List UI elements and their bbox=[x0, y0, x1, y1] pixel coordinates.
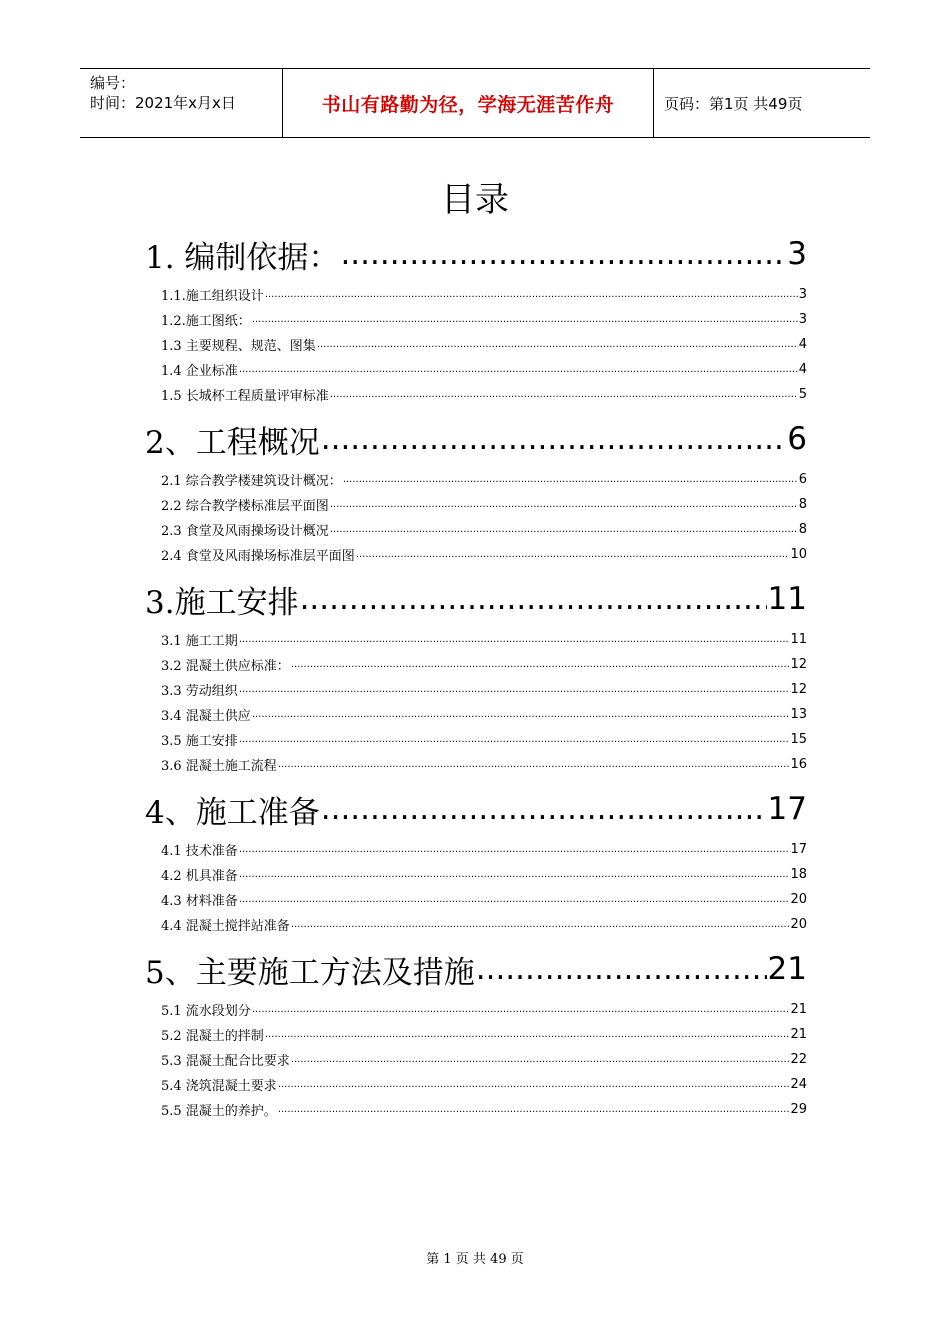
toc-leader-dots bbox=[239, 869, 790, 880]
toc-item-page: 6 bbox=[798, 472, 807, 487]
toc-item-entry[interactable] bbox=[145, 1022, 807, 1047]
header-meta bbox=[80, 69, 282, 137]
toc-item-page: 20 bbox=[790, 892, 807, 907]
section-gap bbox=[145, 1122, 807, 1126]
toc-item-entry[interactable] bbox=[145, 307, 807, 332]
toc-item-title: 4.4 混凝土搅拌站准备 bbox=[161, 919, 290, 934]
toc-leader-dots bbox=[252, 709, 790, 720]
toc-section-entry[interactable] bbox=[145, 571, 807, 627]
toc-title: 目录 bbox=[441, 180, 509, 220]
toc-item-entry[interactable] bbox=[145, 382, 807, 407]
toc-leader-dots bbox=[356, 549, 790, 560]
toc-item-entry[interactable] bbox=[145, 357, 807, 382]
toc-leader-dots bbox=[291, 659, 790, 670]
toc-item-title: 3.3 劳动组织 bbox=[161, 684, 238, 699]
toc-item-title: 5.2 混凝土的拌制 bbox=[161, 1029, 264, 1044]
toc-item-entry[interactable] bbox=[145, 862, 807, 887]
toc-leader-dots bbox=[330, 524, 798, 535]
toc-item-title: 3.5 施工安排 bbox=[161, 734, 238, 749]
toc-section-title: 3.施工安排 bbox=[145, 584, 299, 621]
toc-item-title: 1.1.施工组织设计 bbox=[161, 289, 264, 304]
toc-item-page: 11 bbox=[790, 632, 807, 647]
toc-section-page: 3 bbox=[787, 236, 807, 272]
toc-item-page: 12 bbox=[790, 682, 807, 697]
toc-leader-dots bbox=[239, 844, 790, 855]
toc-leader-dots bbox=[239, 364, 798, 375]
toc-section-entry[interactable] bbox=[145, 411, 807, 467]
toc-leader-dots bbox=[476, 951, 767, 987]
toc-leader-dots bbox=[239, 894, 790, 905]
toc-item-entry[interactable] bbox=[145, 997, 807, 1022]
toc-item-page: 21 bbox=[790, 1002, 807, 1017]
toc-item-page: 5 bbox=[798, 387, 807, 402]
toc-section-entry[interactable] bbox=[145, 781, 807, 837]
toc-section-title: 5、主要施工方法及措施 bbox=[145, 954, 475, 991]
toc-item-entry[interactable] bbox=[145, 332, 807, 357]
toc-item-entry[interactable] bbox=[145, 282, 807, 307]
toc-item-title: 4.2 机具准备 bbox=[161, 869, 238, 884]
toc-item-page: 20 bbox=[790, 917, 807, 932]
toc-item-title: 4.3 材料准备 bbox=[161, 894, 238, 909]
toc-leader-dots bbox=[317, 339, 798, 350]
toc-leader-dots bbox=[321, 421, 787, 457]
toc-item-entry[interactable] bbox=[145, 752, 807, 777]
toc-item-page: 22 bbox=[790, 1052, 807, 1067]
toc-leader-dots bbox=[330, 389, 798, 400]
toc-leader-dots bbox=[239, 734, 790, 745]
toc-item-entry[interactable] bbox=[145, 677, 807, 702]
toc-item-title: 5.3 混凝土配合比要求 bbox=[161, 1054, 290, 1069]
toc-item-entry[interactable] bbox=[145, 542, 807, 567]
toc-leader-dots bbox=[278, 1079, 790, 1090]
toc-item-title: 5.4 浇筑混凝土要求 bbox=[161, 1079, 277, 1094]
toc-item-title: 3.6 混凝土施工流程 bbox=[161, 759, 277, 774]
toc-item-title: 1.5 长城杯工程质量评审标准 bbox=[161, 389, 329, 404]
toc-section-page: 21 bbox=[767, 951, 807, 987]
toc-item-page: 29 bbox=[790, 1102, 807, 1117]
toc-item-page: 16 bbox=[790, 757, 807, 772]
toc-item-entry[interactable] bbox=[145, 727, 807, 752]
toc-item-page: 12 bbox=[790, 657, 807, 672]
toc-item-title: 5.5 混凝土的养护。 bbox=[161, 1104, 277, 1119]
toc-item-title: 5.1 流水段划分 bbox=[161, 1004, 251, 1019]
toc-section-page: 11 bbox=[767, 581, 807, 617]
toc-section-title: 2、工程概况 bbox=[145, 424, 320, 461]
toc-leader-dots bbox=[330, 499, 798, 510]
toc-item-page: 8 bbox=[798, 497, 807, 512]
toc-leader-dots bbox=[252, 314, 798, 325]
toc-item-page: 18 bbox=[790, 867, 807, 882]
toc-item-title: 2.4 食堂及风雨操场标准层平面图 bbox=[161, 549, 355, 564]
toc-leader-dots bbox=[291, 919, 790, 930]
toc-leader-dots bbox=[300, 581, 767, 617]
toc-item-page: 10 bbox=[790, 547, 807, 562]
toc-item-entry[interactable] bbox=[145, 912, 807, 937]
toc-section-title: 1. 编制依据： bbox=[145, 239, 340, 276]
toc-item-title: 4.1 技术准备 bbox=[161, 844, 238, 859]
toc-item-entry[interactable] bbox=[145, 492, 807, 517]
toc-item-entry[interactable] bbox=[145, 887, 807, 912]
toc-leader-dots bbox=[265, 1029, 790, 1040]
toc-item-title: 2.2 综合教学楼标准层平面图 bbox=[161, 499, 329, 514]
toc-item-title: 3.4 混凝土供应 bbox=[161, 709, 251, 724]
header-table bbox=[80, 68, 870, 138]
toc-section-page: 17 bbox=[767, 791, 807, 827]
toc-item-entry[interactable] bbox=[145, 627, 807, 652]
toc-leader-dots bbox=[321, 791, 767, 827]
toc-item-entry[interactable] bbox=[145, 1047, 807, 1072]
toc-item-title: 2.1 综合教学楼建筑设计概况： bbox=[161, 474, 342, 489]
toc-section-entry[interactable] bbox=[145, 226, 807, 282]
toc-item-title: 1.2.施工图纸： bbox=[161, 314, 251, 329]
toc-leader-dots bbox=[239, 684, 790, 695]
toc-item-title: 2.3 食堂及风雨操场设计概况 bbox=[161, 524, 329, 539]
toc-item-page: 21 bbox=[790, 1027, 807, 1042]
toc-item-entry[interactable] bbox=[145, 702, 807, 727]
toc-item-title: 3.1 施工工期 bbox=[161, 634, 238, 649]
toc-item-entry[interactable] bbox=[145, 837, 807, 862]
toc-item-page: 4 bbox=[798, 362, 807, 377]
toc-item-page: 24 bbox=[790, 1077, 807, 1092]
toc-leader-dots bbox=[340, 236, 786, 272]
page-footer: 第 1 页 共 49 页 bbox=[426, 1252, 524, 1267]
toc-leader-dots bbox=[278, 759, 790, 770]
toc-leader-dots bbox=[278, 1104, 790, 1115]
toc-leader-dots bbox=[343, 474, 798, 485]
toc-item-page: 8 bbox=[798, 522, 807, 537]
toc-leader-dots bbox=[291, 1054, 790, 1065]
toc-section-title: 4、施工准备 bbox=[145, 794, 320, 831]
header-motto: 书山有路勤为径，学海无涯苦作舟 bbox=[282, 69, 654, 137]
toc-item-page: 13 bbox=[790, 707, 807, 722]
header-page-info: 页码：第1页 共49页 bbox=[664, 94, 803, 113]
toc-item-title: 1.4 企业标准 bbox=[161, 364, 238, 379]
number-label: 编号： bbox=[90, 74, 136, 92]
toc-leader-dots bbox=[239, 634, 790, 645]
toc-leader-dots bbox=[252, 1004, 790, 1015]
toc-section-entry[interactable] bbox=[145, 941, 807, 997]
toc-item-entry[interactable] bbox=[145, 652, 807, 677]
toc-item-entry[interactable] bbox=[145, 517, 807, 542]
toc-item-title: 1.3 主要规程、规范、图集 bbox=[161, 339, 316, 354]
toc-item-page: 3 bbox=[798, 312, 807, 327]
toc-item-page: 3 bbox=[798, 287, 807, 302]
time-label: 时间：2021年x月x日 bbox=[90, 94, 236, 112]
table-of-contents bbox=[145, 226, 807, 1126]
toc-item-entry[interactable] bbox=[145, 1072, 807, 1097]
toc-leader-dots bbox=[265, 289, 798, 300]
toc-item-entry[interactable] bbox=[145, 467, 807, 492]
toc-item-title: 3.2 混凝土供应标准： bbox=[161, 659, 290, 674]
toc-item-page: 15 bbox=[790, 732, 807, 747]
toc-item-page: 17 bbox=[790, 842, 807, 857]
toc-item-entry[interactable] bbox=[145, 1097, 807, 1122]
toc-section-page: 6 bbox=[787, 421, 807, 457]
toc-item-page: 4 bbox=[798, 337, 807, 352]
